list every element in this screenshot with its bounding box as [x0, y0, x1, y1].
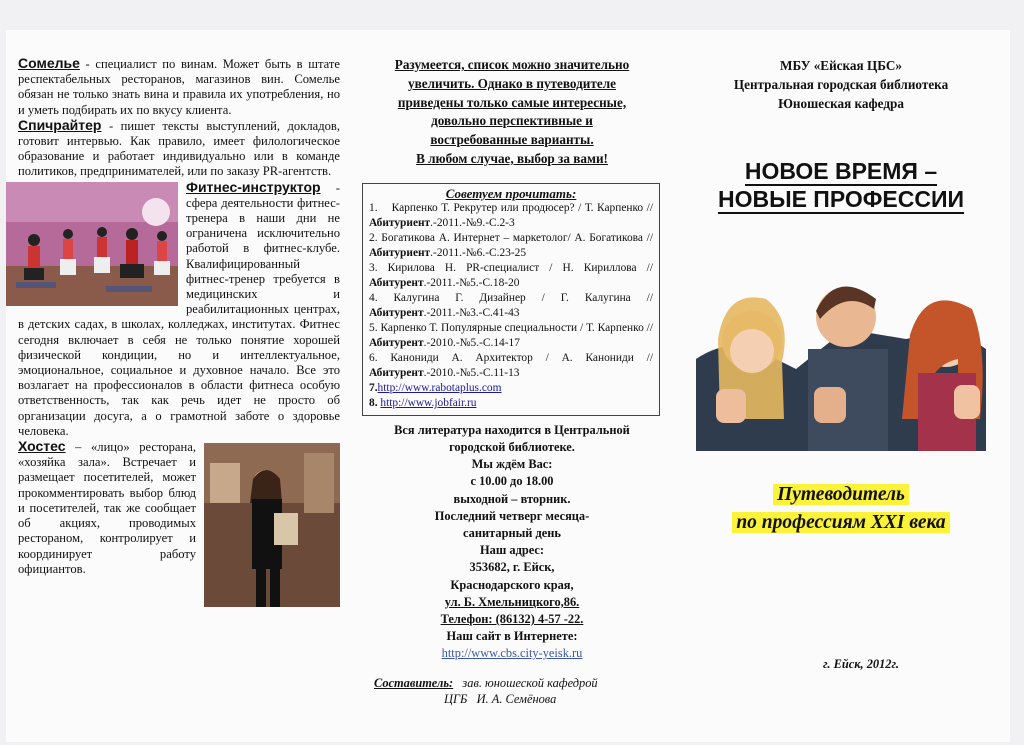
text-hostess: – «лицо» ресторана, «хозяйка зала». Встречает и размещает посетителей, может прокомментировать выбор блюд и посетителей, так же сообщает об акциях, проводимых рестораном, контролирует и координирует работу официантов. [18, 440, 196, 576]
hostess-photo [204, 443, 340, 607]
text-sommelier: - специалист по винам. Может быть в штате респектабельных ресторанов, магазинов вин. Сомелье обязан не только знать вина и правила их употребления, но и уметь подбирать их по вкусу клиента. [18, 57, 340, 117]
compiler-name: И. А. Семёнова [476, 691, 557, 706]
reference-link-item: 8. http://www.jobfair.ru [369, 396, 477, 409]
paragraph-hostess [18, 439, 340, 577]
phone-number: Телефон: (86132) 4-57 -22. [440, 612, 584, 627]
library-contact-info: Вся литература находится в Центральной городской библиотеке. Мы ждём Вас: с 10.00 до 18.00 выходной – вторник. Последний четверг месяца- санитарный день Наш адрес: 353682, г. Ейск, Краснодарского края, ул. Б. Хмельницкого,86. Телефон: (86132) 4-57 -22. Наш сайт в Интернете: http://www.cbs.city-yeisk.ru [358, 422, 666, 663]
reading-list-box [362, 183, 660, 416]
department-name: Юношеская кафедра [778, 96, 904, 111]
intro-text [358, 56, 666, 169]
term-speechwriter: Спичрайтер [18, 116, 102, 133]
paragraph-sommelier [18, 56, 340, 118]
guide-title: Путеводитель по профессиям XXI века [678, 481, 1004, 537]
intro-line: увеличить. Однако в путеводителе [408, 75, 616, 91]
brochure-sheet [6, 30, 1010, 742]
term-sommelier: Сомелье [18, 55, 80, 71]
reference-link-item: 7.http://www.rabotaplus.com [369, 381, 502, 394]
professions-column [18, 56, 340, 609]
intro-line: довольно перспективные и [431, 113, 593, 129]
jobfair-link[interactable]: http://www.jobfair.ru [380, 396, 477, 409]
compiler-org: ЦГБ [444, 691, 468, 706]
intro-line: Разумеется, список можно значительно [394, 57, 630, 72]
intro-line: приведены только самые интересные, [397, 94, 627, 110]
org-name: МБУ «Ейская ЦБС» [780, 58, 902, 73]
intro-line: востребованные варианты. [430, 132, 594, 148]
text-fitness-instructor: - сфера деятельности фитнес-тренера в наши дни не ограничена исключительно работой в фитнес-клубе. Квалифицированный фитнес-тренер требуется в медицинских и реабилитационных центрах, в детских садах, в школах, колледжах, институтах. Фитнес сегодня включает в себя не только понятие хорошей физической кондиции, но и интеллектуальное, эмоциональное, социальное и духовное начало. Все это возлагает на профессионалов в области фитнеса особую ответственность, так как речь идет не просто об организации досуга, а о грамотной заботе о здоровье человека. [18, 180, 340, 438]
text-speechwriter: - пишет тексты выступлений, докладов, готовит интервью. Как правило, имеет филологическое образование и работает индивидуально или в команде политиков, предпринимателей, или по заказу PR-агентств. [18, 118, 340, 179]
city-year: г. Ейск, 2012г. [822, 657, 900, 671]
reference-item: 2. Богатикова А. Интернет – маркетолог/ А. Богатикова // Абитуриент.-2011.-№6.-С.23-25 [369, 231, 653, 259]
paragraph-fitness [18, 180, 340, 439]
students-thumbs-up-photo [696, 269, 986, 451]
reference-item: 6. Канониди А. Архитектор / А. Канониди // Абитурент.-2010.-№5.-С.11-13 [369, 351, 653, 379]
library-site-link[interactable]: http://www.cbs.city-yeisk.ru [441, 646, 583, 661]
site-label: Наш сайт в Интернете: [446, 629, 578, 644]
compiler-role: зав. юношеской кафедрой [462, 675, 598, 690]
reference-item: 4. Калугина Г. Дизайнер / Г. Калугина // Абитурент.-2011.-№3.-С.41-43 [369, 291, 653, 319]
street-address: ул. Б. Хмельницкого,86. [444, 594, 580, 609]
intro-line: В любом случае, выбор за вами! [416, 150, 608, 166]
compiler-info [358, 675, 666, 707]
brochure-title: НОВОЕ ВРЕМЯ – НОВЫЕ ПРОФЕССИИ [717, 158, 965, 212]
compiler-label: Составитель: [374, 675, 454, 690]
term-fitness-instructor: Фитнес-инструктор [186, 178, 321, 195]
cover-column [678, 56, 1004, 672]
term-hostess: Хостес [18, 438, 66, 455]
paragraph-speechwriter [18, 118, 340, 180]
library-name: Центральная городская библиотека [733, 77, 949, 92]
rabotaplus-link[interactable]: http://www.rabotaplus.com [377, 381, 502, 394]
info-column [358, 56, 666, 707]
reference-item: 5. Карпенко Т. Популярные специальности / Т. Карпенко // Абитурент.-2010.-№5.-С.14-17 [369, 321, 653, 349]
fitness-class-photo [6, 182, 178, 306]
reference-item: 1. Карпенко Т. Рекрутер или продюсер? / Т. Карпенко // Абитуриент.-2011.-№9.-С.2-3 [369, 201, 653, 229]
reading-list-title: Советуем прочитать: [445, 185, 577, 201]
reference-item: 3. Кирилова Н. PR-специалист / Н. Кириллова //Абитурент.-2011.-№5.-С.18-20 [369, 261, 653, 289]
